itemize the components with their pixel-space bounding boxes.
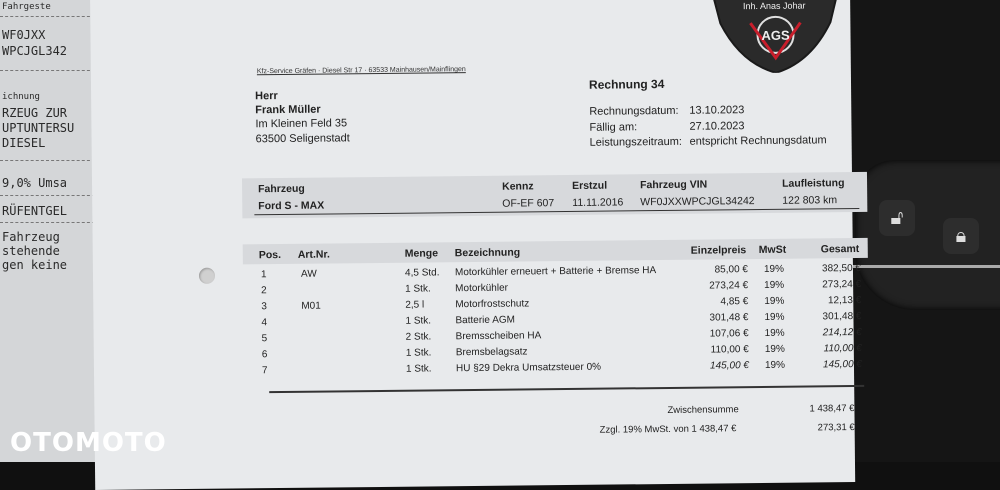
cell-bezeichnung: Bremsscheiben HA <box>455 330 542 343</box>
vat-value: 273,31 € <box>817 422 855 434</box>
slip-line: stehende <box>2 244 60 258</box>
slip-line: gen keine <box>2 258 68 272</box>
cell-pos: 3 <box>261 301 267 313</box>
slip-divider <box>0 195 95 196</box>
subtotal-label: Zwischensumme <box>667 404 739 416</box>
slip-line: WPCJGL342 <box>2 44 68 58</box>
recipient-city: 63500 Seligenstadt <box>255 132 350 146</box>
due-date-value: 27.10.2023 <box>689 120 745 133</box>
cell-pos: 5 <box>261 333 268 345</box>
due-date-label: Fällig am: <box>589 121 638 134</box>
background-receipt <box>0 0 95 462</box>
subtotal-value: 1 438,47 € <box>809 403 855 415</box>
vehicle-header-erstzul: Erstzul <box>572 179 608 192</box>
cell-pos: 2 <box>261 285 267 297</box>
key-lock-icon: 🔒︎ <box>943 218 979 254</box>
cell-bezeichnung: Motorkühler <box>455 282 509 295</box>
cell-bezeichnung: Motorkühler erneuert + Batterie + Bremse HA <box>454 265 657 279</box>
cell-einzelpreis: 4,85 € <box>720 296 749 308</box>
cell-gesamt: 301,48 € <box>822 310 862 323</box>
invoice-document <box>90 0 863 490</box>
slip-divider <box>0 70 95 71</box>
recipient-salutation: Herr <box>255 90 278 103</box>
cell-menge: 1 Stk. <box>405 315 432 327</box>
col-header-bezeichnung: Bezeichnung <box>454 246 521 260</box>
slip-line: WF0JXX <box>2 28 46 42</box>
cell-bezeichnung: HU §29 Dekra Umsatzsteuer 0% <box>455 361 602 375</box>
slip-line: UPTUNTERSU <box>2 121 75 135</box>
col-header-artnr: Art.Nr. <box>297 248 330 261</box>
slip-line: RZEUG ZUR <box>2 106 68 120</box>
slip-divider <box>0 16 95 17</box>
cell-menge: 2 Stk. <box>405 331 432 343</box>
slip-line: RÜFENTGEL <box>2 204 68 218</box>
col-header-menge: Menge <box>404 247 439 260</box>
watermark-logo: OTOMOTO <box>10 428 167 458</box>
cell-gesamt: 382,50 € <box>821 262 862 275</box>
slip-line: DIESEL <box>2 136 46 150</box>
key-unlock-icon: 🔓︎ <box>879 200 915 236</box>
cell-einzelpreis: 85,00 € <box>714 264 749 276</box>
col-header-gesamt: Gesamt <box>820 242 860 256</box>
vehicle-header-kennz: Kennz <box>502 180 534 193</box>
vehicle-model: Ford S - MAX <box>258 199 325 213</box>
cell-pos: 1 <box>260 269 267 281</box>
cell-bezeichnung: Motorfrostschutz <box>455 298 530 311</box>
cell-artnr: M01 <box>301 300 321 312</box>
invoice-title: Rechnung 34 <box>588 76 665 92</box>
cell-einzelpreis: 107,06 € <box>709 328 749 340</box>
cell-mwst: 19% <box>764 279 785 291</box>
key-rim <box>850 265 1000 298</box>
vehicle-vin: WF0JXXWPCJGL34242 <box>640 195 755 209</box>
punch-hole <box>199 268 215 284</box>
cell-menge: 1 Stk. <box>405 347 432 359</box>
slip-divider <box>0 160 95 161</box>
slip-line: 9,0% Umsa <box>2 176 68 190</box>
slip-line: ichnung <box>2 92 40 102</box>
recipient-name: Frank Müller <box>255 103 321 117</box>
slip-divider <box>0 222 95 223</box>
invoice-date-label: Rechnungsdatum: <box>589 104 679 118</box>
cell-menge: 1 Stk. <box>405 283 431 295</box>
cell-mwst: 19% <box>764 359 786 371</box>
col-header-einzelpreis: Einzelpreis <box>690 244 747 257</box>
cell-gesamt: 214,12 € <box>822 326 862 339</box>
cell-gesamt: 145,00 € <box>822 358 863 371</box>
logo-company-name <box>712 0 836 11</box>
vehicle-mileage: 122 803 km <box>782 194 838 207</box>
cell-bezeichnung: Batterie AGM <box>455 314 516 327</box>
service-period-label: Leistungszeitraum: <box>589 135 683 149</box>
cell-bezeichnung: Bremsbelagsatz <box>455 346 528 359</box>
vehicle-header-vin: Fahrzeug VIN <box>640 178 708 192</box>
cell-menge: 2,5 l <box>405 299 425 311</box>
cell-einzelpreis: 110,00 € <box>710 344 749 356</box>
cell-pos: 6 <box>261 349 268 361</box>
cell-pos: 7 <box>261 365 268 377</box>
cell-mwst: 19% <box>764 343 785 355</box>
cell-mwst: 19% <box>764 327 785 339</box>
cell-menge: 1 Stk. <box>405 363 432 375</box>
recipient-street: Im Kleinen Feld 35 <box>255 117 348 131</box>
vat-label: Zzgl. 19% MwSt. von 1 438,47 € <box>599 423 737 436</box>
sender-line: Kfz-Service Gräfen · Diesel Str 17 · 63533 Mainhausen/Mainflingen <box>256 66 466 76</box>
cell-gesamt: 110,00 € <box>823 342 862 355</box>
cell-mwst: 19% <box>764 295 785 307</box>
cell-einzelpreis: 273,24 € <box>709 280 749 292</box>
totals-rule <box>269 385 864 393</box>
vehicle-header-fahrzeug: Fahrzeug <box>258 182 305 196</box>
service-period-value: entspricht Rechnungsdatum <box>689 134 827 148</box>
slip-line: Fahrzeug <box>2 230 60 244</box>
invoice-date-value: 13.10.2023 <box>689 104 745 117</box>
logo-line2: Inh. Anas Johar <box>742 0 806 12</box>
vehicle-header-laufleistung: Laufleistung <box>782 177 845 190</box>
cell-einzelpreis: 145,00 € <box>709 360 750 372</box>
cell-gesamt: 12,13 € <box>827 294 862 307</box>
cell-menge: 4,5 Std. <box>404 267 440 279</box>
header-cut-text <box>260 0 350 1</box>
vehicle-plate: OF-EF 607 <box>502 197 555 210</box>
col-header-mwst: MwSt <box>758 243 787 257</box>
col-header-pos: Pos. <box>258 249 282 262</box>
slip-line: Fahrgeste <box>2 2 51 12</box>
cell-artnr: AW <box>300 268 317 280</box>
vehicle-first-registration: 11.11.2016 <box>572 196 624 209</box>
cell-gesamt: 273,24 € <box>822 278 862 291</box>
cell-mwst: 19% <box>764 311 785 323</box>
cell-mwst: 19% <box>763 263 785 275</box>
logo-mark-text: AGS <box>761 27 790 43</box>
cell-einzelpreis: 301,48 € <box>709 312 749 324</box>
cell-pos: 4 <box>261 317 268 329</box>
